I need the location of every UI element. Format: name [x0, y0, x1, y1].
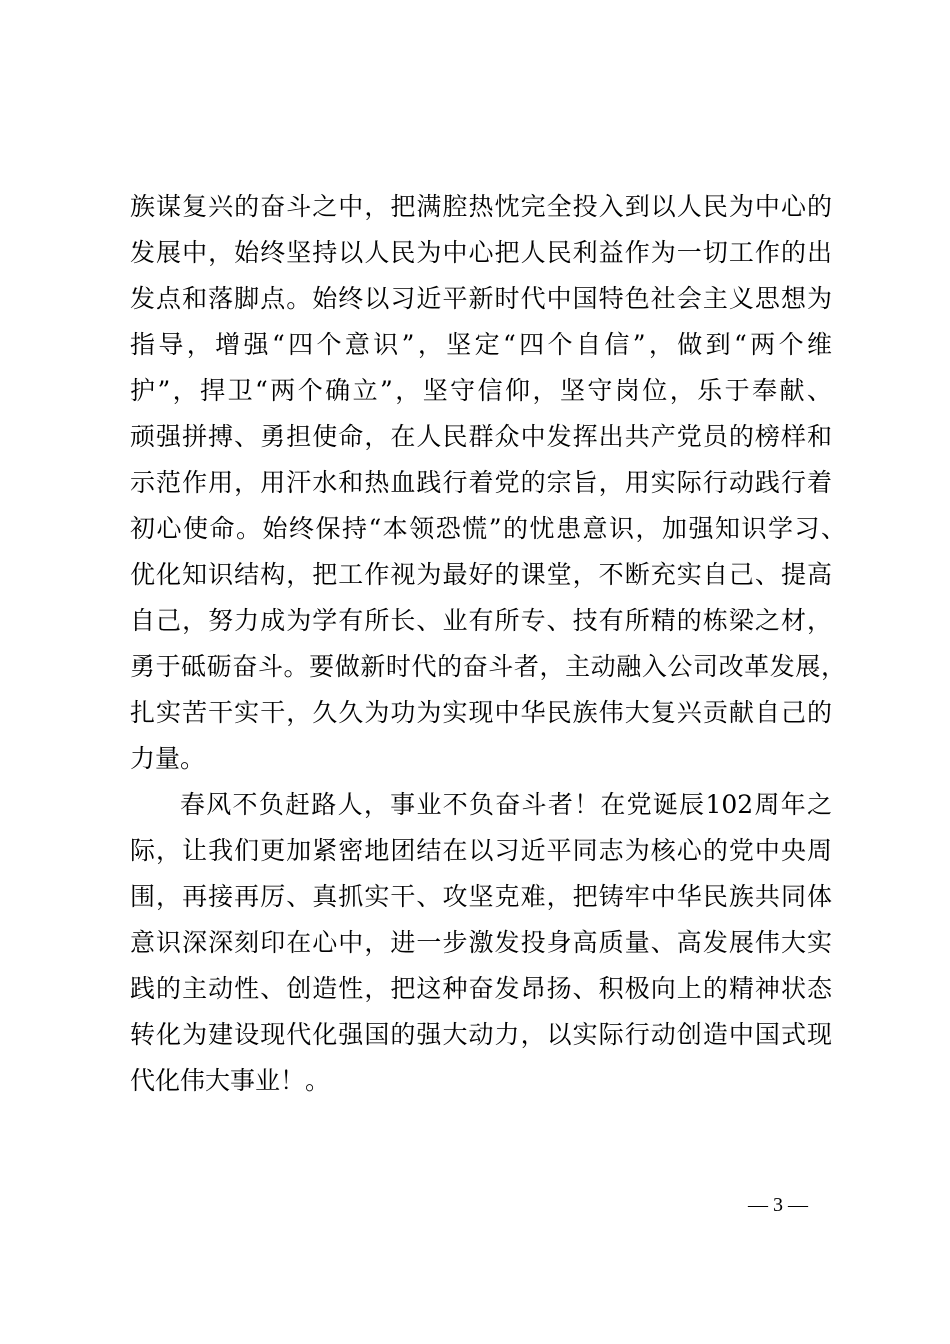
page-number: — 3 — — [748, 1194, 808, 1216]
text-line: 力量。 — [130, 744, 206, 773]
text-line: 初心使命。始终保持“本领恐慌”的忧患意识，加强知识学习、 — [130, 514, 846, 543]
text-line: 优化知识结构，把工作视为最好的课堂，不断充实自己、提高 — [130, 560, 832, 589]
document-body — [130, 184, 846, 1104]
text-line: 春风不负赶路人，事业不负奋斗者！在党诞辰102周年之 — [180, 790, 832, 819]
paragraph-1 — [130, 184, 846, 782]
text-line: 转化为建设现代化强国的强大动力，以实际行动创造中国式现 — [130, 1020, 832, 1049]
text-line: 发展中，始终坚持以人民为中心把人民利益作为一切工作的出 — [130, 238, 832, 267]
text-line: 顽强拼搏、勇担使命，在人民群众中发挥出共产党员的榜样和 — [130, 422, 832, 451]
text-line: 围，再接再厉、真抓实干、攻坚克难，把铸牢中华民族共同体 — [130, 882, 832, 911]
paragraph-2 — [130, 782, 832, 1104]
text-line: 际，让我们更加紧密地团结在以习近平同志为核心的党中央周 — [130, 836, 832, 865]
text-line: 护”，捍卫“两个确立”，坚守信仰，坚守岗位，乐于奉献、 — [130, 376, 832, 405]
text-line: 自己，努力成为学有所长、业有所专、技有所精的栋梁之材， — [130, 606, 832, 635]
text-line: 勇于砥砺奋斗。要做新时代的奋斗者，主动融入公司改革发展， — [130, 652, 846, 681]
text-line: 族谋复兴的奋斗之中，把满腔热忱完全投入到以人民为中心的 — [130, 192, 832, 221]
text-line: 发点和落脚点。始终以习近平新时代中国特色社会主义思想为 — [130, 284, 832, 313]
text-line: 扎实苦干实干，久久为功为实现中华民族伟大复兴贡献自己的 — [130, 698, 832, 727]
text-line: 示范作用，用汗水和热血践行着党的宗旨，用实际行动践行着 — [130, 468, 832, 497]
text-line: 指导，增强“四个意识”，坚定“四个自信”，做到“两个维 — [130, 330, 832, 359]
text-line: 意识深深刻印在心中，进一步激发投身高质量、高发展伟大实 — [130, 928, 832, 957]
text-line: 代化伟大事业！。 — [130, 1066, 331, 1095]
text-line: 践的主动性、创造性，把这种奋发昂扬、积极向上的精神状态 — [130, 974, 832, 1003]
